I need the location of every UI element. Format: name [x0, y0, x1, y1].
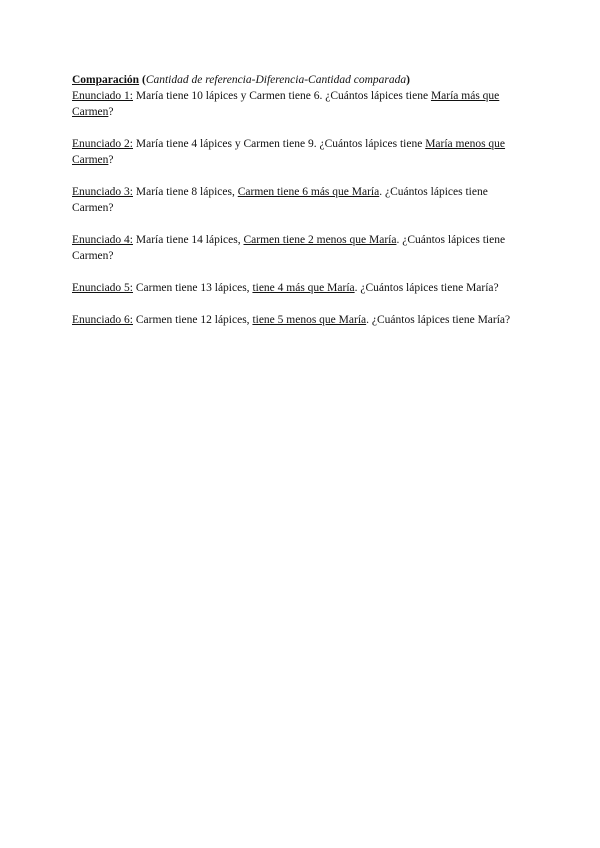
problem-2 — [72, 136, 532, 168]
problem-text-after: . ¿Cuántos lápices tiene María? — [354, 282, 499, 294]
problem-label: Enunciado 2: — [72, 138, 133, 150]
problem-underlined-text: Carmen tiene 2 menos que María — [243, 234, 397, 246]
problem-1 — [72, 88, 532, 120]
problem-text-before: María tiene 14 lápices, — [133, 234, 244, 246]
problem-text-before: María tiene 4 lápices y Carmen tiene 9. ¿Cuántos lápices tiene — [133, 138, 426, 150]
problem-label: Enunciado 3: — [72, 186, 133, 198]
title-close-paren: ) — [406, 74, 410, 86]
problem-text-after: ? — [108, 106, 114, 118]
problem-text-after: ? — [108, 154, 114, 166]
title-subtitle: Cantidad de referencia-Diferencia-Cantidad comparada — [145, 74, 407, 86]
problem-4 — [72, 232, 532, 264]
problem-5 — [72, 280, 532, 296]
document-title — [72, 72, 532, 88]
problem-text-after: . ¿Cuántos lápices tiene María? — [366, 314, 511, 326]
problem-text-after: . ¿Cuántos lápices tiene Carmen? — [72, 234, 506, 262]
problem-text-before: María tiene 10 lápices y Carmen tiene 6. ¿Cuántos lápices tiene — [133, 90, 431, 102]
problem-3 — [72, 184, 532, 216]
problem-underlined-text: María más que Carmen — [72, 90, 500, 118]
problem-underlined-text: María menos que Carmen — [72, 138, 506, 166]
title-main: Comparación — [72, 74, 140, 86]
problem-label: Enunciado 1: — [72, 90, 133, 102]
problem-underlined-text: tiene 5 menos que María — [252, 314, 367, 326]
problem-underlined-text: tiene 4 más que María — [252, 282, 355, 294]
document-page — [72, 72, 532, 344]
problem-label: Enunciado 5: — [72, 282, 133, 294]
title-open-paren: ( — [141, 74, 146, 86]
problem-underlined-text: Carmen tiene 6 más que María — [237, 186, 380, 198]
problem-text-before: Carmen tiene 12 lápices, — [133, 314, 253, 326]
problem-6 — [72, 312, 532, 328]
problem-label: Enunciado 4: — [72, 234, 133, 246]
problem-text-before: María tiene 8 lápices, — [133, 186, 238, 198]
problem-label: Enunciado 6: — [72, 314, 133, 326]
problem-text-after: . ¿Cuántos lápices tiene Carmen? — [72, 186, 488, 214]
problem-text-before: Carmen tiene 13 lápices, — [133, 282, 253, 294]
